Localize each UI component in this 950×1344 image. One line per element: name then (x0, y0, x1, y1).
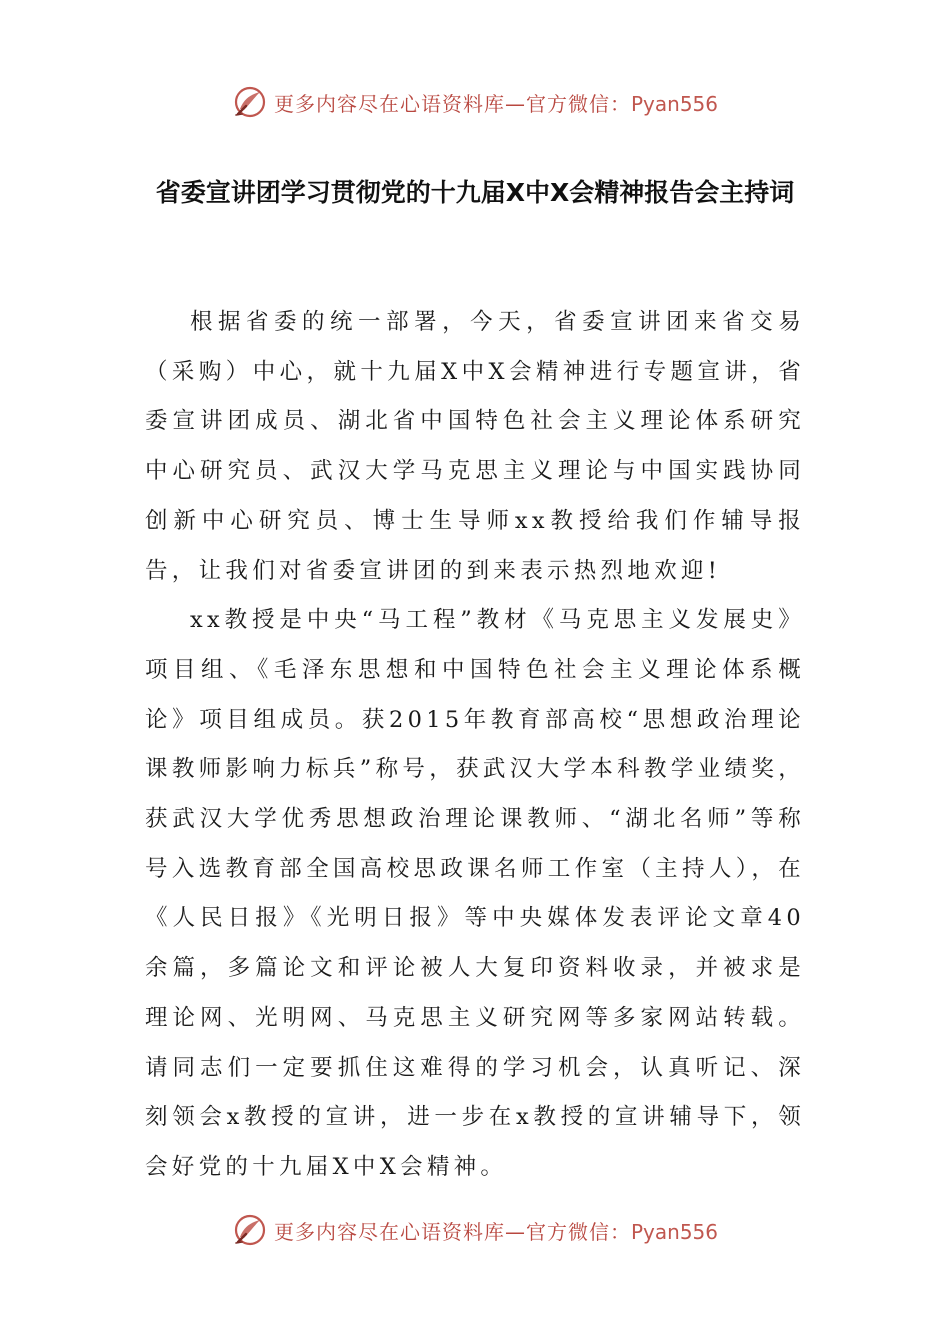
document-title: 省委宣讲团学习贯彻党的十九届X中X会精神报告会主持词 (155, 178, 795, 207)
footer-banner (0, 1210, 950, 1250)
paragraph: xx教授是中央“马工程”教材《马克思主义发展史》项目组、《毛泽东思想和中国特色社会主义理论体系概论》项目组成员。获2015年教育部高校“思想政治理论课教师影响力标兵”称号，获武汉大学本科教学业绩奖，获武汉大学优秀思想政治理论课教师、“湖北名师”等称号入选教育部全国高校思政课名师工作室（主持人），在《人民日报》《光明日报》等中央媒体发表评论文章40余篇，多篇论文和评论被人大复印资料收录，并被求是理论网、光明网、马克思主义研究网等多家网站转载。请同志们一定要抓住这难得的学习机会，认真听记、深刻领会x教授的宣讲，进一步在x教授的宣讲辅导下，领会好党的十九届X中X会精神。 (145, 607, 805, 1180)
pen-logo-icon (232, 84, 268, 120)
document-body (145, 298, 805, 1193)
banner-text: 更多内容尽在心语资料库—官方微信：Pyan556 (273, 1219, 718, 1244)
header-banner (0, 82, 950, 122)
banner-text: 更多内容尽在心语资料库—官方微信：Pyan556 (273, 91, 718, 116)
pen-logo-icon (232, 1212, 268, 1248)
wechat-handle: Pyan556 (630, 91, 718, 116)
wechat-handle: Pyan556 (630, 1219, 718, 1244)
paragraph: 根据省委的统一部署，今天，省委宣讲团来省交易（采购）中心，就十九届X中X会精神进行专题宣讲，省委宣讲团成员、湖北省中国特色社会主义理论体系研究中心研究员、武汉大学马克思主义理论与中国实践协同创新中心研究员、博士生导师xx教授给我们作辅导报告，让我们对省委宣讲团的到来表示热烈地欢迎! (145, 309, 805, 584)
